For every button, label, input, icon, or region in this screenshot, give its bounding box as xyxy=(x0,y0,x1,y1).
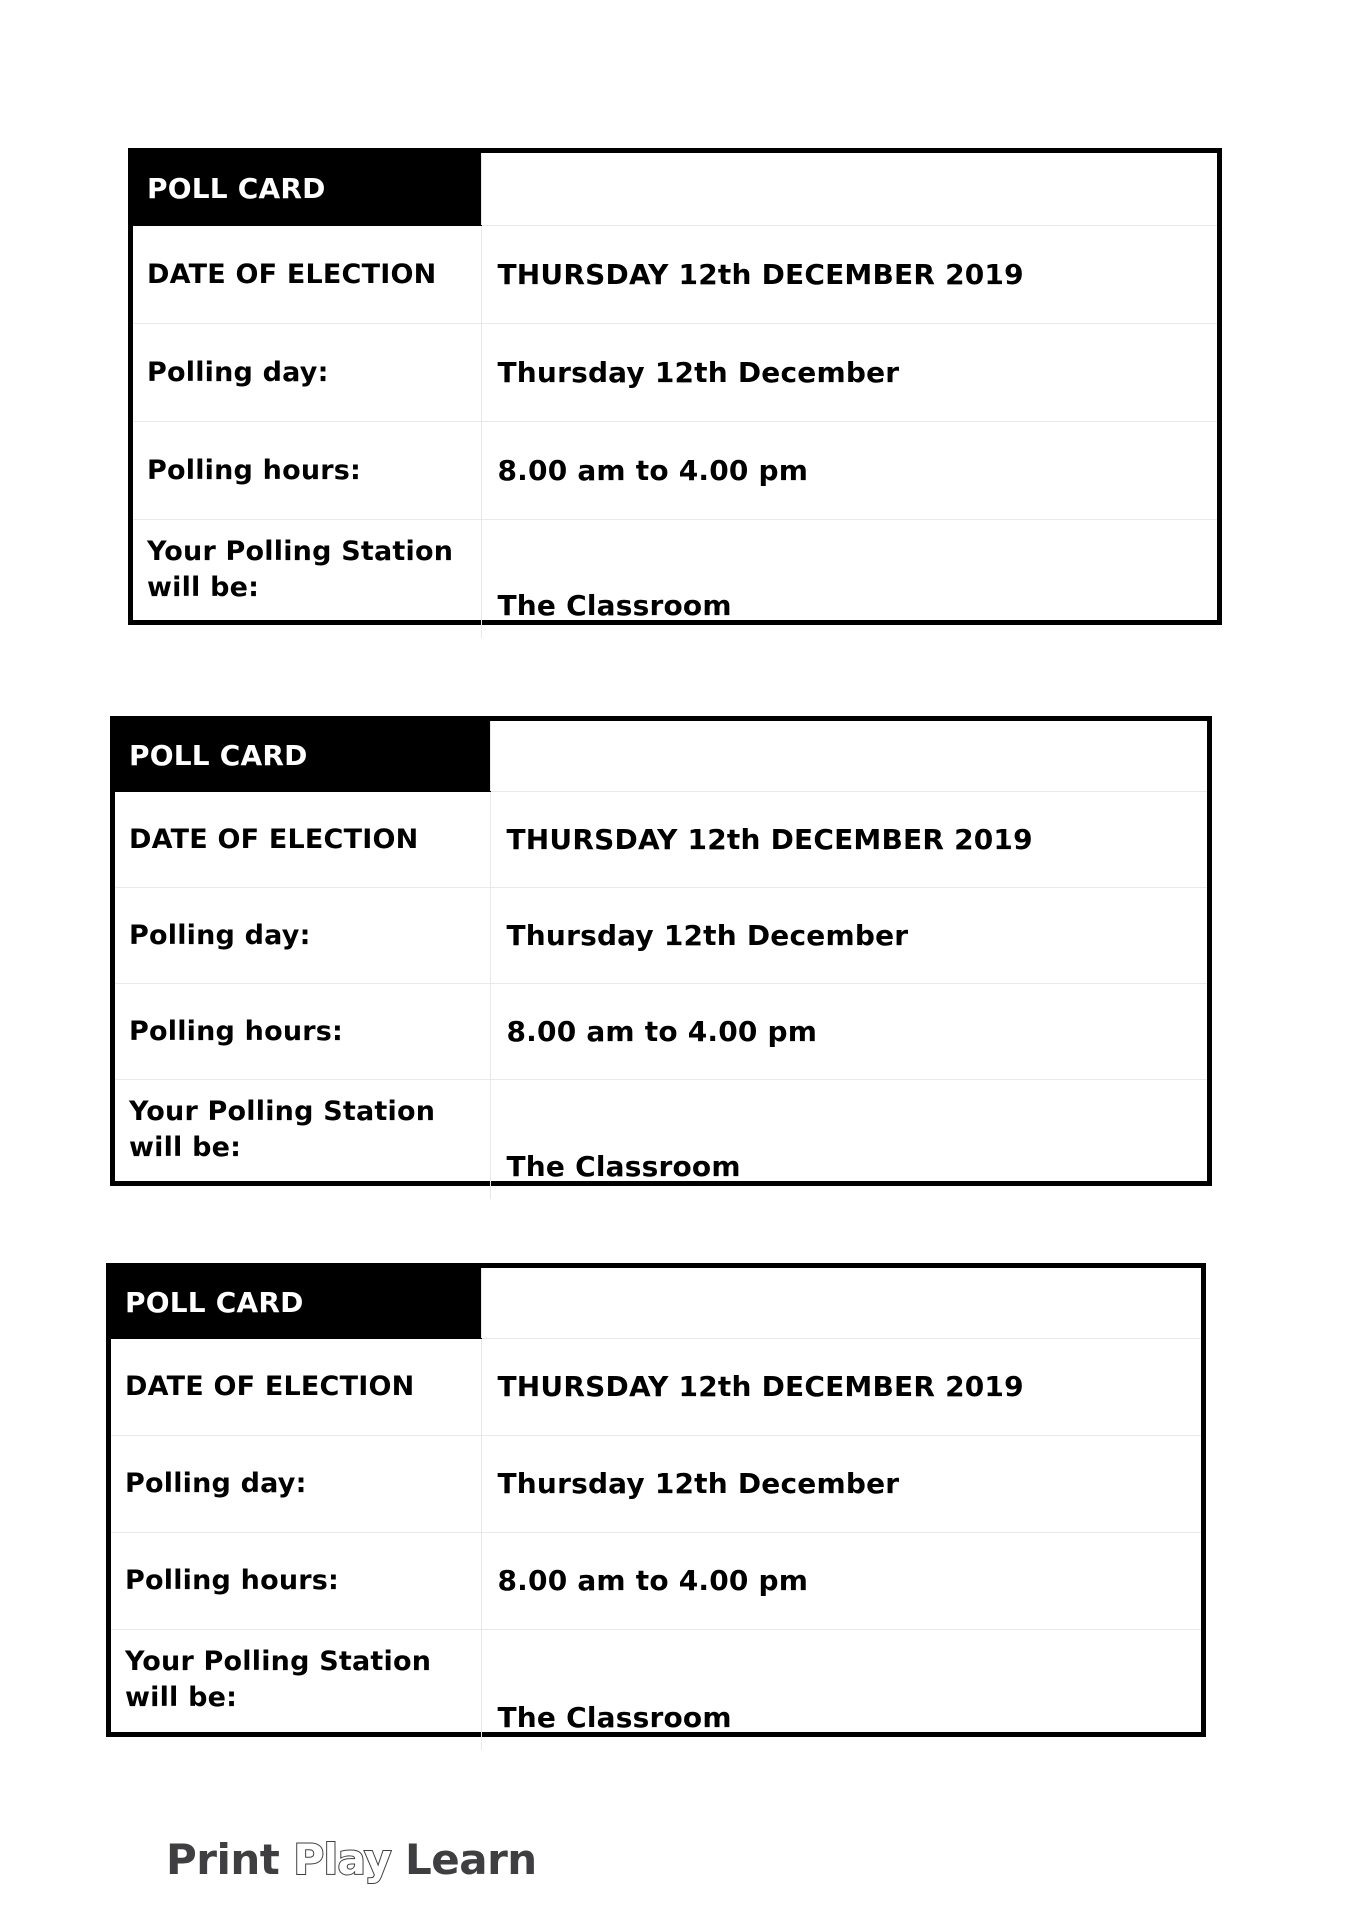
poll-card-header-blank xyxy=(490,721,1207,792)
row-value-polling-day: Thursday 12th December xyxy=(481,1436,1201,1533)
row-value-date-of-election: THURSDAY 12th DECEMBER 2019 xyxy=(481,1339,1201,1436)
row-label-polling-day: Polling day: xyxy=(115,888,490,984)
table-row xyxy=(133,422,1217,520)
row-label-date-of-election: DATE OF ELECTION xyxy=(115,792,490,888)
row-label-polling-hours: Polling hours: xyxy=(111,1533,481,1630)
row-value-polling-station: The Classroom xyxy=(506,1149,741,1183)
polling-station-label-line2: will be: xyxy=(129,1132,242,1164)
row-value-polling-day: Thursday 12th December xyxy=(481,324,1217,422)
table-row xyxy=(111,1533,1201,1630)
polling-station-label-line1: Your Polling Station xyxy=(147,536,454,567)
row-label-polling-day: Polling day: xyxy=(133,324,481,422)
table-row xyxy=(111,1436,1201,1533)
table-row xyxy=(111,1339,1201,1436)
polling-station-label-line1: Your Polling Station xyxy=(129,1096,436,1127)
table-row-header xyxy=(115,721,1207,792)
table-row-header xyxy=(133,153,1217,226)
brand-logo xyxy=(166,1835,537,1884)
poll-card-header-blank xyxy=(481,1268,1201,1339)
table-row xyxy=(115,1080,1207,1200)
poll-card-table xyxy=(133,153,1217,638)
row-label-date-of-election: DATE OF ELECTION xyxy=(133,226,481,324)
table-row xyxy=(133,520,1217,639)
poll-card-title: POLL CARD xyxy=(133,153,481,226)
row-value-date-of-election: THURSDAY 12th DECEMBER 2019 xyxy=(481,226,1217,324)
polling-station-label-line2: will be: xyxy=(125,1682,238,1714)
row-label-polling-station xyxy=(111,1630,481,1751)
table-row xyxy=(115,984,1207,1080)
poll-card-title: POLL CARD xyxy=(115,721,490,792)
poll-card-1 xyxy=(128,148,1222,625)
poll-card-3 xyxy=(106,1263,1206,1737)
table-row xyxy=(133,324,1217,422)
table-row xyxy=(133,226,1217,324)
row-value-polling-day: Thursday 12th December xyxy=(490,888,1207,984)
row-value-polling-hours: 8.00 am to 4.00 pm xyxy=(481,1533,1201,1630)
table-row xyxy=(115,888,1207,984)
row-label-polling-hours: Polling hours: xyxy=(115,984,490,1080)
row-value-polling-station: The Classroom xyxy=(497,588,732,622)
table-row xyxy=(111,1630,1201,1751)
row-label-polling-station xyxy=(133,520,481,639)
brand-word-print: Print xyxy=(166,1835,280,1884)
row-label-polling-day: Polling day: xyxy=(111,1436,481,1533)
brand-word-learn: Learn xyxy=(404,1835,537,1884)
row-label-date-of-election: DATE OF ELECTION xyxy=(111,1339,481,1436)
row-value-date-of-election: THURSDAY 12th DECEMBER 2019 xyxy=(490,792,1207,888)
row-value-polling-hours: 8.00 am to 4.00 pm xyxy=(481,422,1217,520)
row-value-polling-hours: 8.00 am to 4.00 pm xyxy=(490,984,1207,1080)
table-row-header xyxy=(111,1268,1201,1339)
brand-word-play: Play xyxy=(293,1835,391,1884)
polling-station-label-line2: will be: xyxy=(147,572,260,604)
poll-card-header-blank xyxy=(481,153,1217,226)
row-label-polling-hours: Polling hours: xyxy=(133,422,481,520)
poll-card-title: POLL CARD xyxy=(111,1268,481,1339)
row-label-polling-station xyxy=(115,1080,490,1200)
poll-card-table xyxy=(111,1268,1201,1750)
poll-card-2 xyxy=(110,716,1212,1186)
polling-station-label-line1: Your Polling Station xyxy=(125,1646,432,1677)
row-value-polling-station: The Classroom xyxy=(497,1700,732,1734)
table-row xyxy=(115,792,1207,888)
poll-card-table xyxy=(115,721,1207,1199)
